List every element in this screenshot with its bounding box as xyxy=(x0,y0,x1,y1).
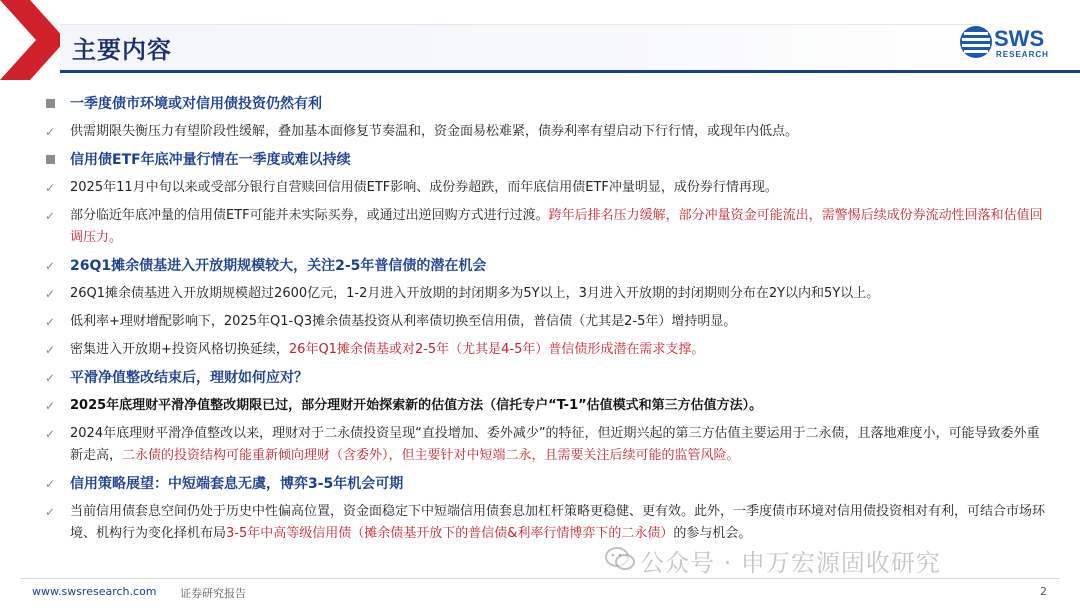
item-text: 部分临近年底冲量的信用债ETF可能并未实际买券，或通过出逆回购方式进行过渡。 xyxy=(70,208,549,223)
bullet-item xyxy=(40,423,1050,467)
bullet-item xyxy=(40,339,1050,361)
logo-subtext: RESEARCH xyxy=(996,50,1049,59)
item-text: 当前信用债套息空间仍处于历史中性偏高位置，资金面稳定下中短端信用债套息加杠杆策略更稳健、更有效。此外，一季度债市环境对信用债投资相对有利，可结合市场环境、机构行为变化择机布局 xyxy=(70,504,1046,541)
section-heading xyxy=(40,367,1050,389)
checkmark-icon: ✓ xyxy=(44,181,56,195)
item-text: 2025年底理财平滑净值整改期限已过，部分理财开始探索新的估值方法（信托专户“T-1”估值模式和第三方估值方法）。 xyxy=(70,398,763,413)
checkmark-icon: ✓ xyxy=(44,209,56,223)
footer-divider xyxy=(20,578,1060,579)
title-bar xyxy=(60,24,980,71)
wechat-icon xyxy=(605,546,635,572)
logo-text: SWS xyxy=(994,26,1045,51)
title-underline xyxy=(60,70,1080,73)
bullet-item xyxy=(40,395,1050,417)
checkmark-icon: ✓ xyxy=(44,125,56,139)
checkmark-icon: ✓ xyxy=(44,343,56,357)
item-text: 2024年底理财平滑净值整改以来，理财对于二永债投资呈现“直投增加、委外减少”的特征，但近期兴起的第三方估值主要运用于二永债，且落地难度小，可能导致委外重新走高， xyxy=(70,426,1040,463)
footer-label: 证券研究报告 xyxy=(180,587,246,600)
item-text: 平滑净值整改结束后，理财如何应对？ xyxy=(70,370,308,386)
item-text: 26Q1摊余债基进入开放期规模超过2600亿元，1-2月进入开放期的封闭期多为5Y以上，3月进入开放期的封闭期则分布在2Y以内和5Y以上。 xyxy=(70,286,880,301)
item-text: 信用债ETF年底冲量行情在一季度或难以持续 xyxy=(70,152,351,168)
highlight-text: 跨年后排名压力缓解，部分冲量资金可能流出，需警惕后续成份券流动性回落和估值回调压力。 xyxy=(70,208,1043,245)
item-text: 供需期限失衡压力有望阶段性缓解，叠加基本面修复节奏温和，资金面易松难紧，债券利率有望启动下行行情，或现年内低点。 xyxy=(70,124,799,139)
page-number: 2 xyxy=(1040,585,1047,598)
checkmark-icon: ✓ xyxy=(44,505,56,519)
bullet-item xyxy=(40,501,1050,545)
checkmark-icon: ✓ xyxy=(44,287,56,301)
item-text: 一季度债市环境或对信用债投资仍然有利 xyxy=(70,96,322,112)
item-text: 信用策略展望：中短端套息无虞，博弈3-5年机会可期 xyxy=(70,476,404,492)
section-heading xyxy=(40,473,1050,495)
item-text: 26Q1摊余债基进入开放期规模较大，关注2-5年普信债的潜在机会 xyxy=(70,258,487,274)
item-text: 2025年11月中旬以来或受部分银行自营赎回信用债ETF影响、成份券超跌，而年底信用债ETF冲量明显，成份券行情再现。 xyxy=(70,180,778,195)
watermark: 公众号 · 申万宏源固收研究 xyxy=(640,549,941,577)
highlight-text: 3-5年中高等级信用债（摊余债基开放下的普信债&利率行情博弈下的二永债） xyxy=(226,526,674,541)
highlight-text: 二永债的投资结构可能重新倾向理财（含委外），但主要针对中短端二永，且需要关注后续可能的监管风险。 xyxy=(122,448,740,463)
page-title: 主要内容 xyxy=(72,36,172,64)
highlight-text: 26年Q1摊余债基或对2-5年（尤其是4-5年）普信债形成潜在需求支撑。 xyxy=(288,342,705,357)
section-heading xyxy=(40,149,1050,171)
checkmark-icon: ✓ xyxy=(44,371,56,385)
bullet-item xyxy=(40,177,1050,199)
footer-url[interactable]: www.swsresearch.com xyxy=(32,585,157,598)
checkmark-icon: ✓ xyxy=(44,399,56,413)
checkmark-icon: ✓ xyxy=(44,427,56,441)
footer xyxy=(0,578,1080,608)
bullet-item xyxy=(40,283,1050,305)
content-list xyxy=(40,93,1050,551)
item-text: 的参与机会。 xyxy=(673,526,752,541)
item-text: 密集进入开放期+投资风格切换延续， xyxy=(70,342,289,357)
checkmark-icon: ✓ xyxy=(44,477,56,491)
square-bullet-icon xyxy=(40,93,60,115)
section-heading xyxy=(40,255,1050,277)
checkmark-icon: ✓ xyxy=(44,259,56,273)
checkmark-icon: ✓ xyxy=(44,315,56,329)
section-heading xyxy=(40,93,1050,115)
slide-header xyxy=(0,0,1080,80)
item-text: 低利率+理财增配影响下，2025年Q1-Q3摊余债基投资从利率债切换至信用债，普信债（尤其是2-5年）增持明显。 xyxy=(70,314,737,329)
bullet-item xyxy=(40,311,1050,333)
square-bullet-icon xyxy=(40,149,60,171)
bullet-item xyxy=(40,121,1050,143)
bullet-item xyxy=(40,205,1050,249)
